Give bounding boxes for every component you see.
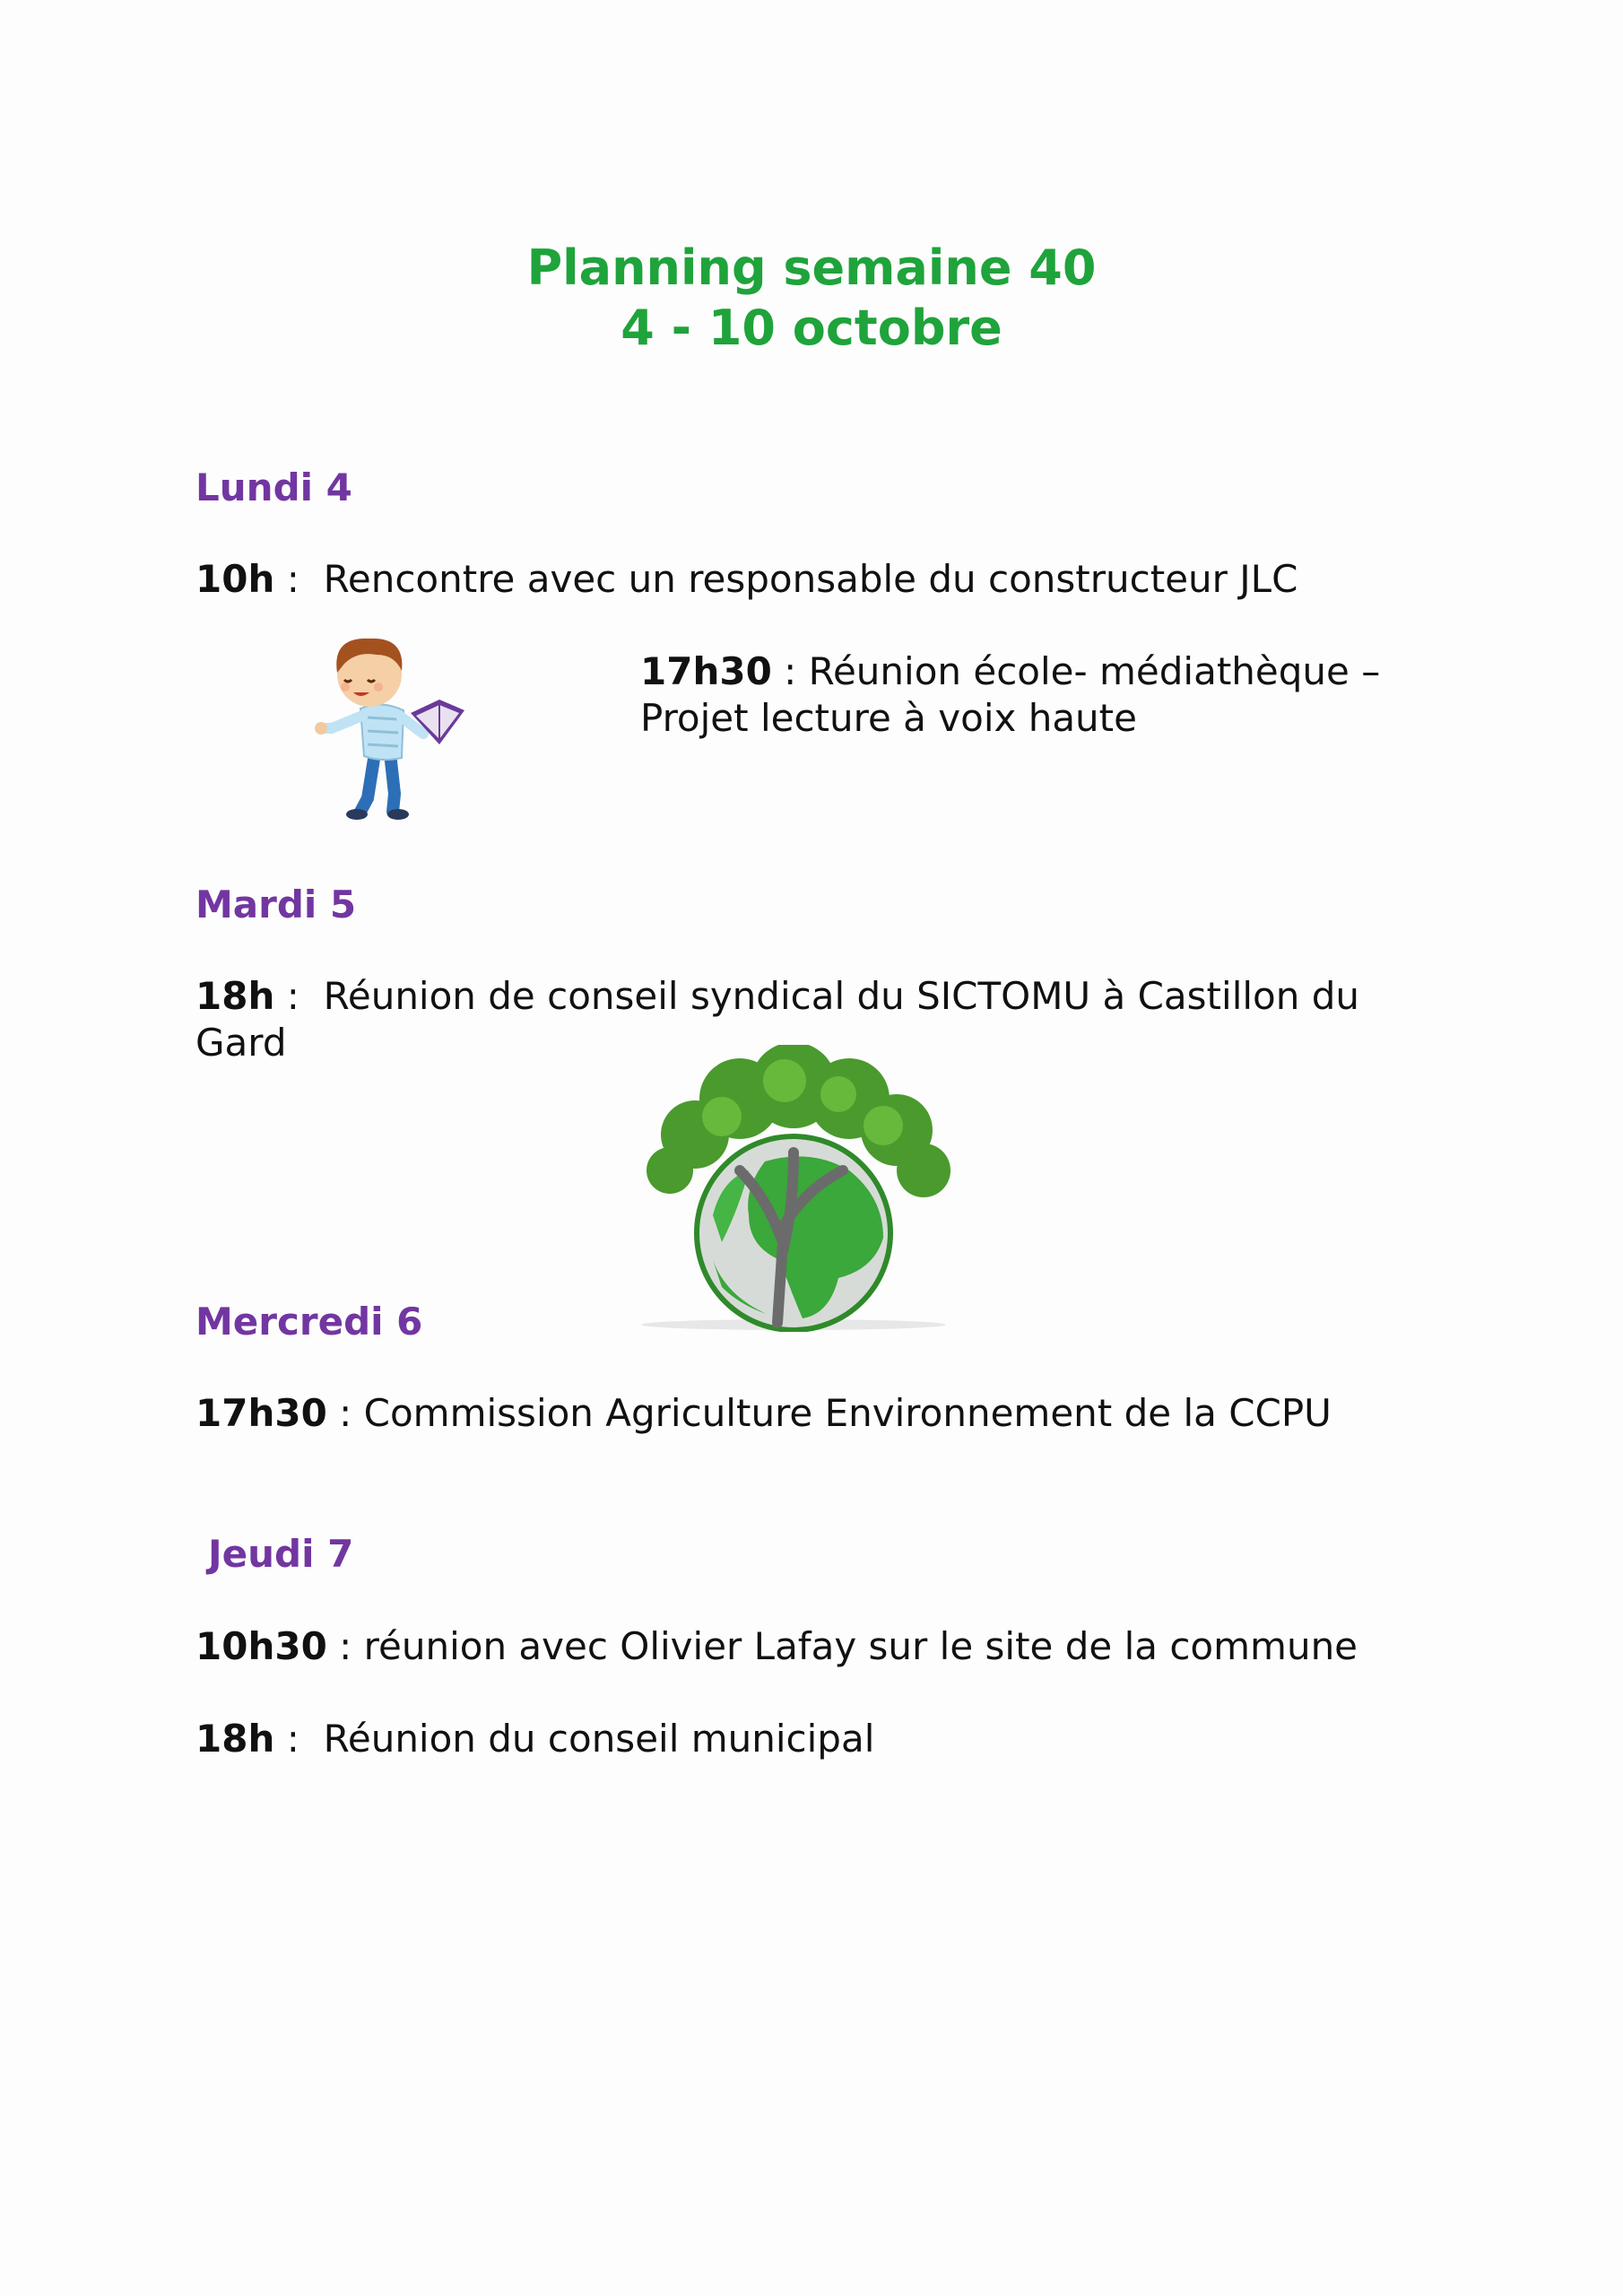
event-text: Commission Agriculture Environnement de la CCPU — [363, 1391, 1332, 1435]
event-separator: : — [274, 1717, 324, 1761]
day-heading-lundi: Lundi 4 — [195, 465, 352, 509]
event-time: 10h — [195, 557, 275, 601]
event-lundi-10h — [195, 556, 1298, 603]
event-separator: : — [326, 1624, 364, 1668]
event-jeudi-10h30 — [195, 1623, 1358, 1670]
event-time: 18h — [195, 974, 275, 1018]
day-heading-mardi: Mardi 5 — [195, 883, 357, 926]
event-text-continued: Projet lecture à voix haute — [640, 696, 1137, 740]
event-separator: : — [274, 557, 324, 601]
tree-earth-globe-icon — [614, 1045, 973, 1332]
event-text: réunion avec Olivier Lafay sur le site de la commune — [363, 1624, 1358, 1668]
event-separator: : — [771, 649, 809, 693]
event-lundi-17h30 — [640, 648, 1380, 742]
event-time: 18h — [195, 1717, 275, 1761]
page-title-line2: 4 - 10 octobre — [621, 300, 1002, 356]
event-jeudi-18h — [195, 1716, 874, 1762]
boy-reading-book-icon — [305, 628, 484, 825]
event-time: 17h30 — [195, 1391, 327, 1435]
event-text: Réunion école- médiathèque – — [808, 649, 1381, 693]
event-text: Rencontre avec un responsable du constructeur JLC — [323, 557, 1298, 601]
event-text-continued: Gard — [195, 1021, 287, 1065]
event-separator: : — [274, 974, 324, 1018]
event-time: 17h30 — [640, 649, 772, 693]
page-title-line1: Planning semaine 40 — [526, 239, 1097, 296]
event-time: 10h30 — [195, 1624, 327, 1668]
day-heading-mercredi: Mercredi 6 — [195, 1300, 423, 1344]
event-text: Réunion du conseil municipal — [323, 1717, 875, 1761]
event-separator: : — [326, 1391, 364, 1435]
day-heading-jeudi: Jeudi 7 — [208, 1532, 354, 1576]
event-mercredi-17h30 — [195, 1390, 1332, 1437]
event-text: Réunion de conseil syndical du SICTOMU à Castillon du — [323, 974, 1359, 1018]
